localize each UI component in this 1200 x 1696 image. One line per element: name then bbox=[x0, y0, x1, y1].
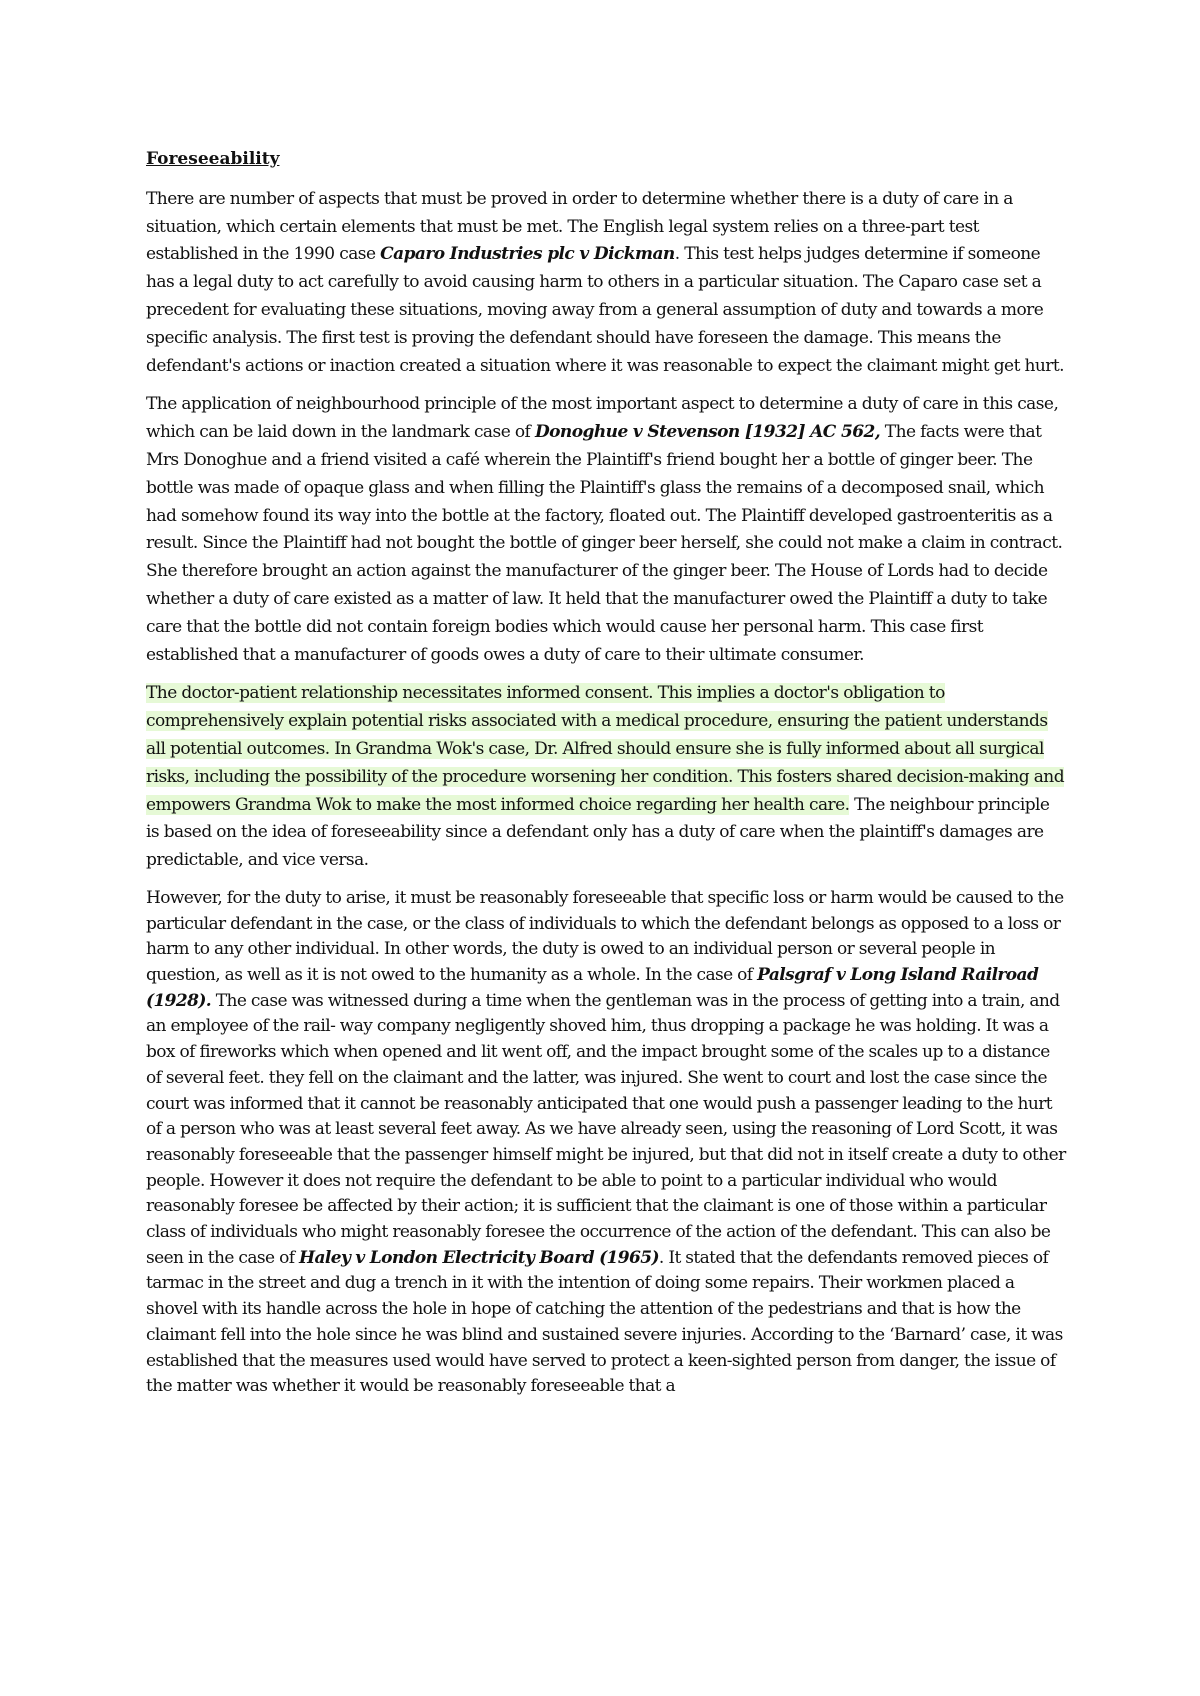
highlighted-text: The doctor-patient relationship necessitates informed consent. This implies a doctor's obligation to comprehensively explain potential risks associated with a medical procedure, ensuring the patient understands all potential outcomes. In Grandma Wok's case, Dr. Alfred should ensure she is fully informed about all surgical risks, including the possibility of the procedure worsening her condition. This fosters shared decision-making and empowers Grandma Wok to make the most informed choice regarding her health care. bbox=[146, 683, 1065, 815]
text-run: The neighbour principle is based on the idea of foreseeability since a defendant only has a duty of care when the plaintiff's damages are predictable, and vice versa. bbox=[146, 794, 1050, 871]
case-citation-donoghue: Donoghue v Stevenson [1932] AC 562, bbox=[534, 422, 881, 443]
paragraph-foreseeable-harm bbox=[146, 886, 1066, 1400]
case-citation-haley: Haley v London Electricity Board (1965) bbox=[299, 1247, 659, 1268]
case-citation-caparo: Caparo Industries plc v Dickman bbox=[380, 244, 675, 265]
paragraph-caparo bbox=[146, 186, 1066, 381]
text-run: However, for the duty to arise, it must be reasonably foreseeable that specific loss or harm would be caused to the particular defendant in the case, or the class of individuals to which the defendant belongs as opposed to a loss or harm to any other individual. In other words, the duty is owed to an individual person or several people in question, as well as it is not owed to the humanity as a whole. In the case of bbox=[146, 887, 1064, 986]
text-run: . This test helps judges determine if someone has a legal duty to act carefully to avoid causing harm to others in a particular situation. The Caparo case set a precedent for evaluating these situations, moving away from a general assumption of duty and towards a more specific analysis. The first test is proving the defendant should have foreseen the damage. This means the defendant's actions or inaction created a situation where it was reasonable to expect the claimant might get hurt. bbox=[146, 244, 1065, 376]
text-run: The application of neighbourhood principle of the most important aspect to determine a duty of care in this case, which can be laid down in the landmark case of bbox=[146, 394, 1059, 443]
text-run: There are number of aspects that must be proved in order to determine whether there is a duty of care in a situation, which certain elements that must be met. The English legal system relies on a three-part test established in the 1990 case bbox=[146, 188, 1013, 265]
case-citation-palsgraf: Palsgraf v Long Island Railroad (1928). bbox=[146, 965, 1039, 1011]
text-run: The case was witnessed during a time when the gentleman was in the process of getting into a train, and an employee of the rail- way company negligently shoved him, thus dropping a package he was holding. It was a box of fireworks which when opened and lit went off, and the impact brought some of the scales up to a distance of several feet. they fell on the claimant and the latter, was injured. She went to court and lost the case since the court was informed that it cannot be reasonably anticipated that one would push a passenger leading to the hurt of a person who was at least several feet away. As we have already seen, using the reasoning of Lord Scott, it was reasonably foreseeable that the passenger himself might be injured, but that did not in itself create a duty to other people. However it does not require the defendant to be able to point to a particular individual who would reasonably foresee be affected by their action; it is sufficient that the claimant is one of those within a particular class of individuals who might reasonably foresee the occurrence of the action of the defendant. This can also be seen in the case of bbox=[146, 990, 1066, 1268]
document-page bbox=[146, 146, 1066, 1411]
text-run: The facts were that Mrs Donoghue and a friend visited a café wherein the Plaintiff's friend bought her a bottle of ginger beer. The bottle was made of opaque glass and when filling the Plaintiff's glass the remains of a decomposed snail, which had somehow found its way into the bottle at the factory, floated out. The Plaintiff developed gastroenteritis as a result. Since the Plaintiff had not bought the bottle of ginger beer herself, she could not make a claim in contract. She therefore brought an action against the manufacturer of the ginger beer. The House of Lords had to decide whether a duty of care existed as a matter of law. It held that the manufacturer owed the Plaintiff a duty to take care that the bottle did not contain foreign bodies which would cause her personal harm. This case first established that a manufacturer of goods owes a duty of care to their ultimate consumer. bbox=[146, 422, 1063, 665]
section-heading: Foreseeability bbox=[146, 149, 280, 169]
paragraph-donoghue bbox=[146, 391, 1066, 669]
text-run: . It stated that the defendants removed pieces of tarmac in the street and dug a trench in it with the intention of doing some repairs. Their workmen placed a shovel with its handle across the hole in hope of catching the attention of the pedestrians and that is how the claimant fell into the hole since he was blind and sustained severe injuries. According to the ‘Barnard’ case, it was established that the measures used would have served to protect a keen-sighted person from danger, the issue of the matter was whether it would be reasonably foreseeable that a bbox=[146, 1247, 1063, 1397]
paragraph-informed-consent bbox=[146, 680, 1066, 875]
